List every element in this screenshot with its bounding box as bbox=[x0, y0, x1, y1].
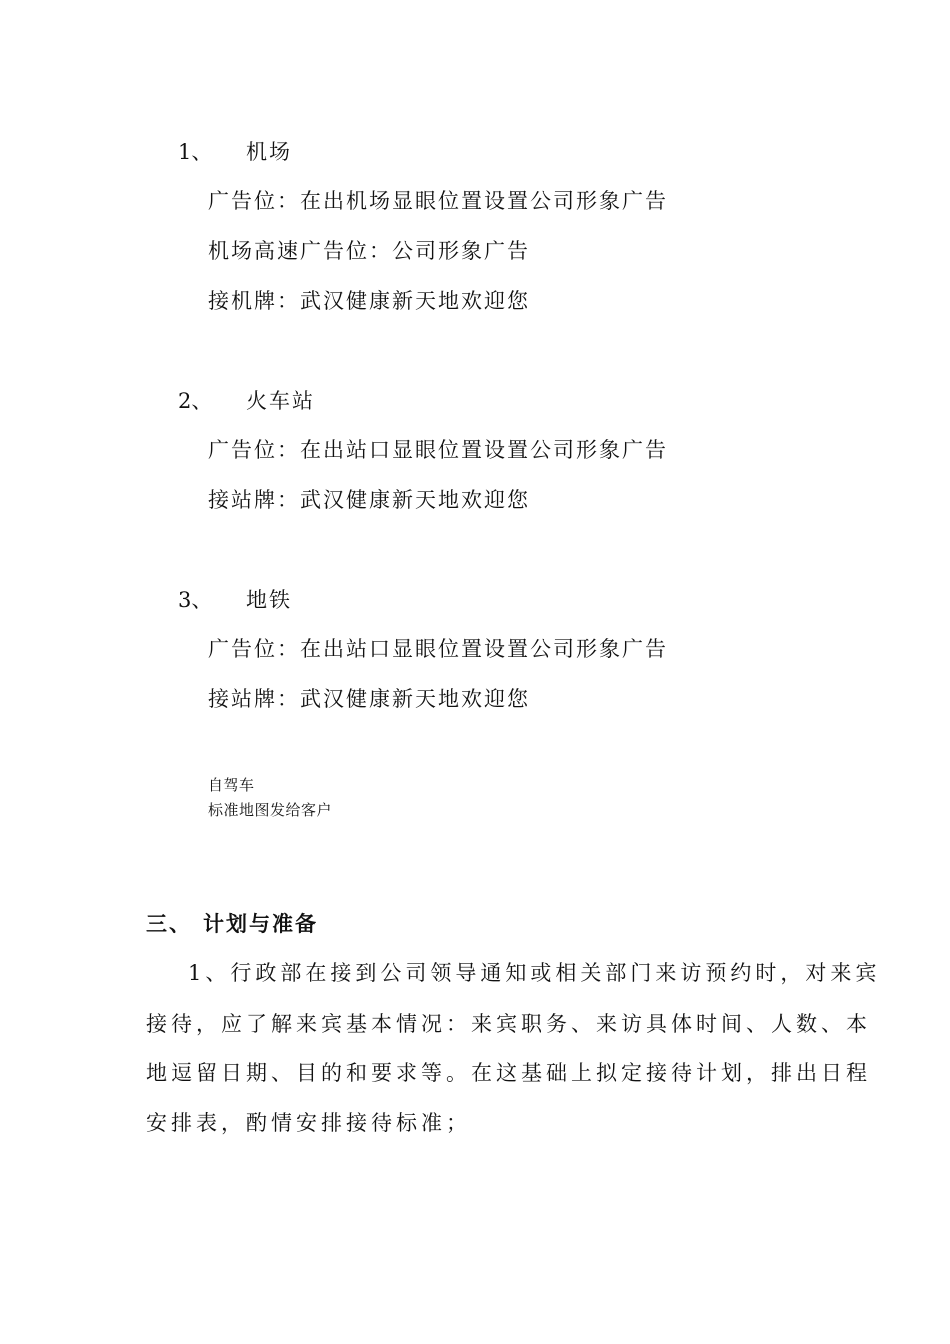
section-1-item-2: 机场高速广告位：公司形象广告 bbox=[208, 239, 530, 263]
section-2-number: 2、 bbox=[178, 389, 213, 413]
self-drive-note: 标准地图发给客户 bbox=[208, 801, 333, 819]
chapter-title: 计划与准备 bbox=[203, 912, 318, 936]
section-2-item-2: 接站牌：武汉健康新天地欢迎您 bbox=[208, 488, 530, 512]
section-1-item-3: 接机牌：武汉健康新天地欢迎您 bbox=[208, 289, 530, 313]
self-drive-title: 自驾车 bbox=[208, 776, 255, 794]
paragraph-line-2: 接待，应了解来宾基本情况：来宾职务、来访具体时间、人数、本 bbox=[146, 1012, 871, 1036]
section-1-number: 1、 bbox=[178, 140, 213, 164]
section-3-number: 3、 bbox=[178, 588, 213, 612]
section-3-item-1: 广告位：在出站口显眼位置设置公司形象广告 bbox=[208, 637, 668, 661]
paragraph-line-4: 安排表，酌情安排接待标准； bbox=[146, 1111, 471, 1135]
paragraph-line-3: 地逗留日期、目的和要求等。在这基础上拟定接待计划，排出日程 bbox=[146, 1061, 871, 1085]
paragraph-line-1: 1、行政部在接到公司领导通知或相关部门来访预约时，对来宾 bbox=[188, 961, 881, 985]
section-3-item-2: 接站牌：武汉健康新天地欢迎您 bbox=[208, 687, 530, 711]
section-3-title: 地铁 bbox=[246, 588, 292, 612]
chapter-number: 三、 bbox=[146, 912, 192, 936]
section-1-item-1: 广告位：在出机场显眼位置设置公司形象广告 bbox=[208, 189, 668, 213]
section-2-item-1: 广告位：在出站口显眼位置设置公司形象广告 bbox=[208, 438, 668, 462]
section-2-title: 火车站 bbox=[246, 389, 315, 413]
section-1-title: 机场 bbox=[246, 140, 292, 164]
